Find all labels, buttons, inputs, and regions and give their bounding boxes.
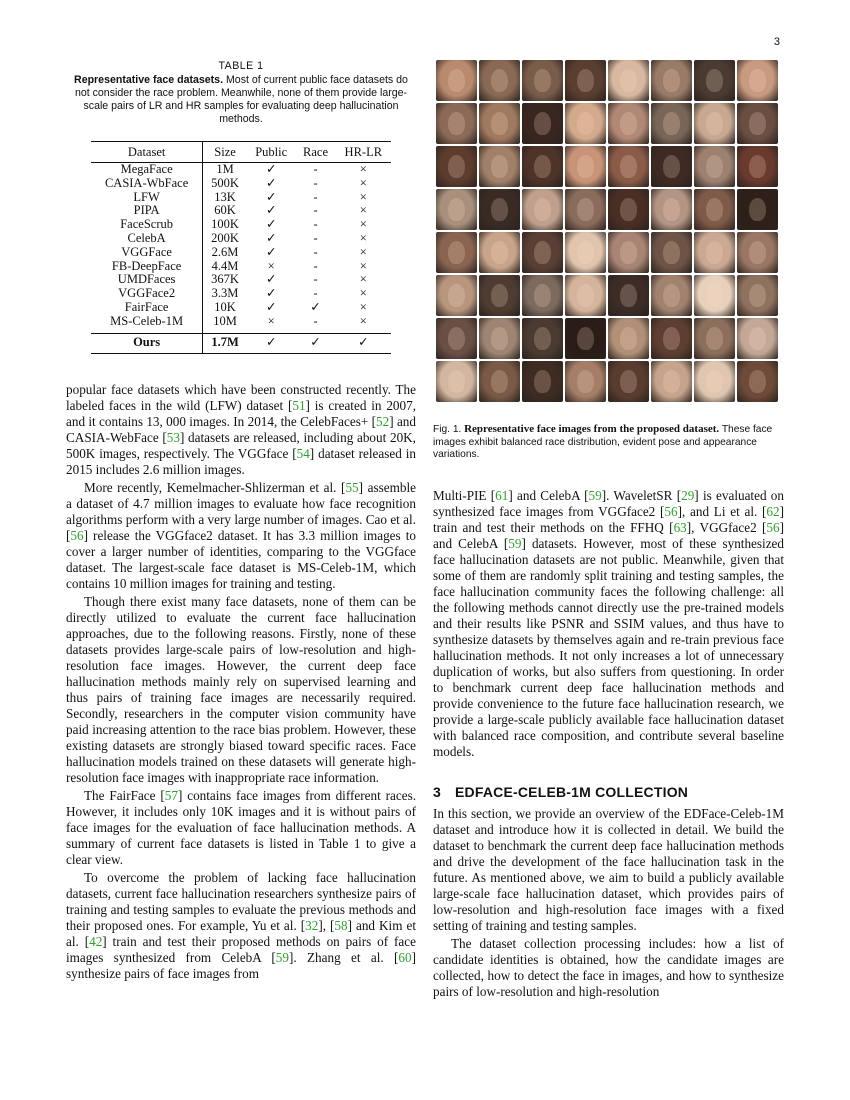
table-row	[91, 177, 391, 191]
figure-caption-bold: Representative face images from the proposed dataset.	[461, 423, 720, 435]
face-image	[436, 103, 477, 144]
face-image	[608, 232, 649, 273]
face-image	[522, 275, 563, 316]
table-cell: 1M	[203, 163, 247, 177]
face-image	[522, 60, 563, 101]
face-image	[565, 60, 606, 101]
face-image	[651, 361, 692, 402]
table-cell: CASIA-WbFace	[104, 175, 189, 190]
table-cell: MS-Celeb-1M	[110, 313, 184, 328]
table-row	[91, 204, 391, 218]
header-race: Race	[295, 142, 335, 163]
datasets-table	[91, 141, 391, 354]
table-cell: ×	[359, 217, 367, 232]
right-column	[433, 60, 784, 1000]
table-cell: FaceScrub	[120, 217, 173, 232]
table-header-row	[91, 142, 391, 163]
face-image	[522, 146, 563, 187]
face-image	[608, 318, 649, 359]
table-row	[91, 260, 391, 274]
table-row	[91, 232, 391, 246]
table-cell: ✓	[265, 286, 277, 301]
header-dataset: Dataset	[91, 142, 203, 163]
table-cell: ×	[359, 230, 367, 245]
table-cell: ×	[359, 286, 367, 301]
table-row	[91, 273, 391, 287]
table-cell: Ours	[91, 333, 203, 353]
face-image	[436, 146, 477, 187]
table-row	[91, 191, 391, 205]
table-cell: VGGFace	[121, 244, 172, 259]
face-image	[694, 275, 735, 316]
face-image	[479, 146, 520, 187]
table-cell: 500K	[203, 177, 247, 191]
table-cell: -	[313, 286, 318, 301]
face-image	[565, 232, 606, 273]
table-label: TABLE 1	[218, 60, 264, 72]
face-image	[651, 189, 692, 230]
face-image	[651, 146, 692, 187]
table-cell: ✓	[265, 203, 277, 218]
table-cell: -	[313, 203, 318, 218]
face-image	[608, 146, 649, 187]
table-cell: 3.3M	[203, 287, 247, 301]
face-image	[522, 103, 563, 144]
table-cell: 4.4M	[203, 260, 247, 274]
table-cell: ×	[359, 189, 367, 204]
face-image	[694, 232, 735, 273]
face-image	[694, 318, 735, 359]
face-image	[522, 189, 563, 230]
section-body-text	[433, 806, 784, 1000]
table-cell: FairFace	[124, 299, 169, 314]
header-public: Public	[247, 142, 296, 163]
section-heading	[433, 784, 784, 800]
header-hr-lr: HR-LR	[336, 142, 391, 163]
table-cell: ×	[359, 175, 367, 190]
face-image	[436, 318, 477, 359]
face-image	[737, 60, 778, 101]
face-image	[737, 318, 778, 359]
table-cell: VGGFace2	[118, 286, 176, 301]
table-cell: 13K	[203, 191, 247, 205]
paragraph: The dataset collection processing includes: how a list of candidate identities is obtained, how the candidate images are collected, how to detect the face in images, and how to synthesize pairs of low-resolution and high-resolution	[433, 935, 784, 999]
face-image	[651, 318, 692, 359]
table-cell: ✓	[247, 333, 296, 353]
face-image	[565, 318, 606, 359]
table-cell: -	[313, 217, 318, 232]
face-image	[565, 103, 606, 144]
face-image	[479, 318, 520, 359]
table-row	[91, 287, 391, 301]
table-row	[91, 218, 391, 232]
paragraph: popular face datasets which have been constructed recently. The labeled faces in the wild (LFW) dataset [51] is created in 2007, and it contains 13, 000 images. In 2014, the CelebFaces+ [52] and CASIA-WebFace [53] datasets are released, including about 20K, 500K images, respectively. The VGGface [54] dataset released in 2015 includes 2.6 million images.	[66, 381, 416, 477]
table-cell: PIPA	[133, 203, 160, 218]
face-image	[522, 361, 563, 402]
table-cell: CelebA	[127, 230, 166, 245]
table-cell: -	[313, 244, 318, 259]
table-cell: ✓	[265, 299, 277, 314]
face-image	[737, 275, 778, 316]
table-body	[91, 163, 391, 354]
table-cell: ✓	[265, 189, 277, 204]
left-column	[66, 60, 416, 982]
table-cell: 10M	[203, 315, 247, 333]
paragraph: The FairFace [57] contains face images from different races. However, it includes only 10K images and it is without pairs of face images for the evaluation of face hallucination methods. A summary of current face datasets is listed in Table 1 to give a clear view.	[66, 787, 417, 867]
table-cell: ×	[359, 313, 367, 328]
table-caption-bold: Representative face datasets.	[74, 74, 224, 86]
paragraph: In this section, we provide an overview of the EDFace-Celeb-1M dataset and introduce how it is collected in detail. We build the dataset to benchmark the current deep face hallucination methods and drive the development of the face hallucination task in the future. As mentioned above, we aim to build a publicly available large-scale face hallucination dataset, which provides pairs of low-resolution and high-resolution face images with a fixed setting of training and testing samples.	[433, 805, 784, 933]
table-cell: ✓	[336, 333, 391, 353]
face-image	[651, 103, 692, 144]
table-cell: ×	[267, 258, 275, 273]
table-cell: -	[313, 258, 318, 273]
face-image	[436, 232, 477, 273]
face-image	[694, 103, 735, 144]
face-image	[651, 232, 692, 273]
table-cell: 60K	[203, 204, 247, 218]
face-image	[565, 361, 606, 402]
table-cell: -	[313, 189, 318, 204]
paragraph: Multi-PIE [61] and CelebA [59]. WaveletSR [29] is evaluated on synthesized face images from VGGface2 [56], and Li et al. [62] train and test their methods on the FFHQ [63], VGGface2 [56] and CelebA [59] datasets. However, most of these synthesized face hallucination datasets are not public. Meanwhile, given that some of them are randomly split training and testing samples, the face hallucination community faces the following challenge: all the following methods cannot directly use the pre-trained models and their results like PSNR and SSIM values, and thus have to synthesize datasets by themselves again and re-train previous face hallucination methods. It not only increases a lot of unnecessary duplication of works, but also suffers from questioning. In order to benchmark current deep face hallucination methods and provide convenience to the future face hallucination research, we provide a large-scale publicly available face hallucination dataset with balanced race composition, and contribute several baseline models.	[433, 487, 784, 759]
table-row	[91, 315, 391, 333]
face-image	[737, 232, 778, 273]
table-cell: 1.7M	[203, 333, 247, 353]
face-image	[436, 60, 477, 101]
face-image	[651, 275, 692, 316]
table-cell: UMDFaces	[117, 272, 176, 287]
table-cell: ×	[359, 244, 367, 259]
table-cell: -	[313, 175, 318, 190]
figure-caption-text: These face images exhibit balanced race distribution, evident pose and appearance variations.	[433, 424, 773, 460]
face-image	[608, 103, 649, 144]
face-image	[694, 189, 735, 230]
table-cell: ✓	[265, 217, 277, 232]
face-image	[737, 103, 778, 144]
section-number: 3	[433, 783, 441, 800]
table-cell: FB-DeepFace	[111, 258, 182, 273]
table-row-ours	[91, 333, 391, 353]
table-cell: -	[313, 272, 318, 287]
paragraph: Though there exist many face datasets, none of them can be directly utilized to evaluate the current face hallucination approaches, due to the following reasons. Firstly, none of these datasets provides large-scale pairs of low-resolution and high-resolution face images. However, the current deep face hallucination methods mainly rely on supervised learning and thus pairs of training face images are necessarily required. Secondly, researchers in the computer vision community have paid increasing attention to the race bias problem. However, these existing datasets are strongly biased toward specific races. Face hallucination models trained on these datasets will generate high-resolution face images with inappropriate race information.	[66, 593, 416, 785]
face-image	[436, 189, 477, 230]
table-cell: -	[313, 230, 318, 245]
face-image	[522, 318, 563, 359]
face-image	[479, 103, 520, 144]
paragraph: To overcome the problem of lacking face hallucination datasets, current face hallucination researchers synthesize pairs of training and testing samples to evaluate the previous methods and their proposed ones. For example, Yu et al. [32], [58] and Kim et al. [42] train and test their proposed methods on pairs of face images synthesized from CelebA [59]. Zhang et al. [60] synthesize pairs of face images from	[66, 869, 416, 981]
table-cell: ✓	[265, 162, 277, 176]
face-image	[608, 275, 649, 316]
header-size: Size	[203, 142, 247, 163]
table-cell: ×	[359, 203, 367, 218]
table-cell: 100K	[203, 218, 247, 232]
paragraph: More recently, Kemelmacher-Shlizerman et al. [55] assemble a dataset of 4.7 million images to evaluate how face recognition algorithms perform with a very large number of images. Cao et al. [56] release the VGGface2 dataset. It has 3.3 million images to cover a larger number of identities, comparing to the VGGface dataset. The largest-scale face dataset is MS-Celeb-1M, which contains 10 million images for training and testing.	[66, 479, 416, 591]
table-cell: -	[313, 313, 318, 328]
table-row	[91, 246, 391, 260]
table-cell: ✓	[295, 333, 335, 353]
face-image	[694, 361, 735, 402]
face-image	[522, 232, 563, 273]
table-cell: LFW	[133, 189, 160, 204]
table-cell: ×	[359, 258, 367, 273]
table-cell: -	[313, 162, 318, 176]
table-cell: ✓	[310, 299, 321, 314]
face-image	[608, 189, 649, 230]
face-image	[608, 60, 649, 101]
table-cell: ×	[359, 272, 367, 287]
face-image	[737, 146, 778, 187]
table-row	[91, 163, 391, 177]
page-number: 3	[773, 36, 780, 48]
table-cell: ✓	[265, 272, 277, 287]
figure-caption	[433, 423, 784, 462]
section-3	[433, 784, 784, 1000]
table-cell: 200K	[203, 232, 247, 246]
table-cell: 10K	[203, 301, 247, 315]
face-image	[479, 361, 520, 402]
table-cell: ×	[359, 162, 367, 176]
face-image	[479, 189, 520, 230]
table-cell: ×	[267, 313, 275, 328]
face-image	[737, 361, 778, 402]
table-cell: ✓	[265, 175, 277, 190]
table-row	[91, 301, 391, 315]
right-body-text	[433, 488, 784, 760]
figure-label: Fig. 1.	[433, 424, 462, 435]
face-image-grid	[436, 60, 780, 402]
face-image	[479, 275, 520, 316]
table-cell: ×	[359, 299, 367, 314]
face-image	[436, 361, 477, 402]
face-image	[651, 60, 692, 101]
section-title: EDFACE-CELEB-1M COLLECTION	[455, 783, 689, 800]
table-cell: 2.6M	[203, 246, 247, 260]
face-image	[737, 189, 778, 230]
face-image	[694, 146, 735, 187]
table-caption-text: Most of current public face datasets do not consider the race problem. Meanwhile, none of them provide large-scale pairs of LR and HR samples for evaluating deep hallucination methods.	[74, 74, 408, 125]
face-image	[694, 60, 735, 101]
face-image	[436, 275, 477, 316]
table-caption	[66, 60, 416, 126]
face-image	[479, 232, 520, 273]
face-image	[565, 189, 606, 230]
face-image	[565, 146, 606, 187]
table-cell: MegaFace	[120, 162, 173, 176]
face-image	[608, 361, 649, 402]
table-cell: ✓	[265, 244, 277, 259]
left-body-text	[66, 382, 416, 982]
face-image	[479, 60, 520, 101]
table-cell: 367K	[203, 273, 247, 287]
face-image	[565, 275, 606, 316]
table-cell: ✓	[265, 230, 277, 245]
